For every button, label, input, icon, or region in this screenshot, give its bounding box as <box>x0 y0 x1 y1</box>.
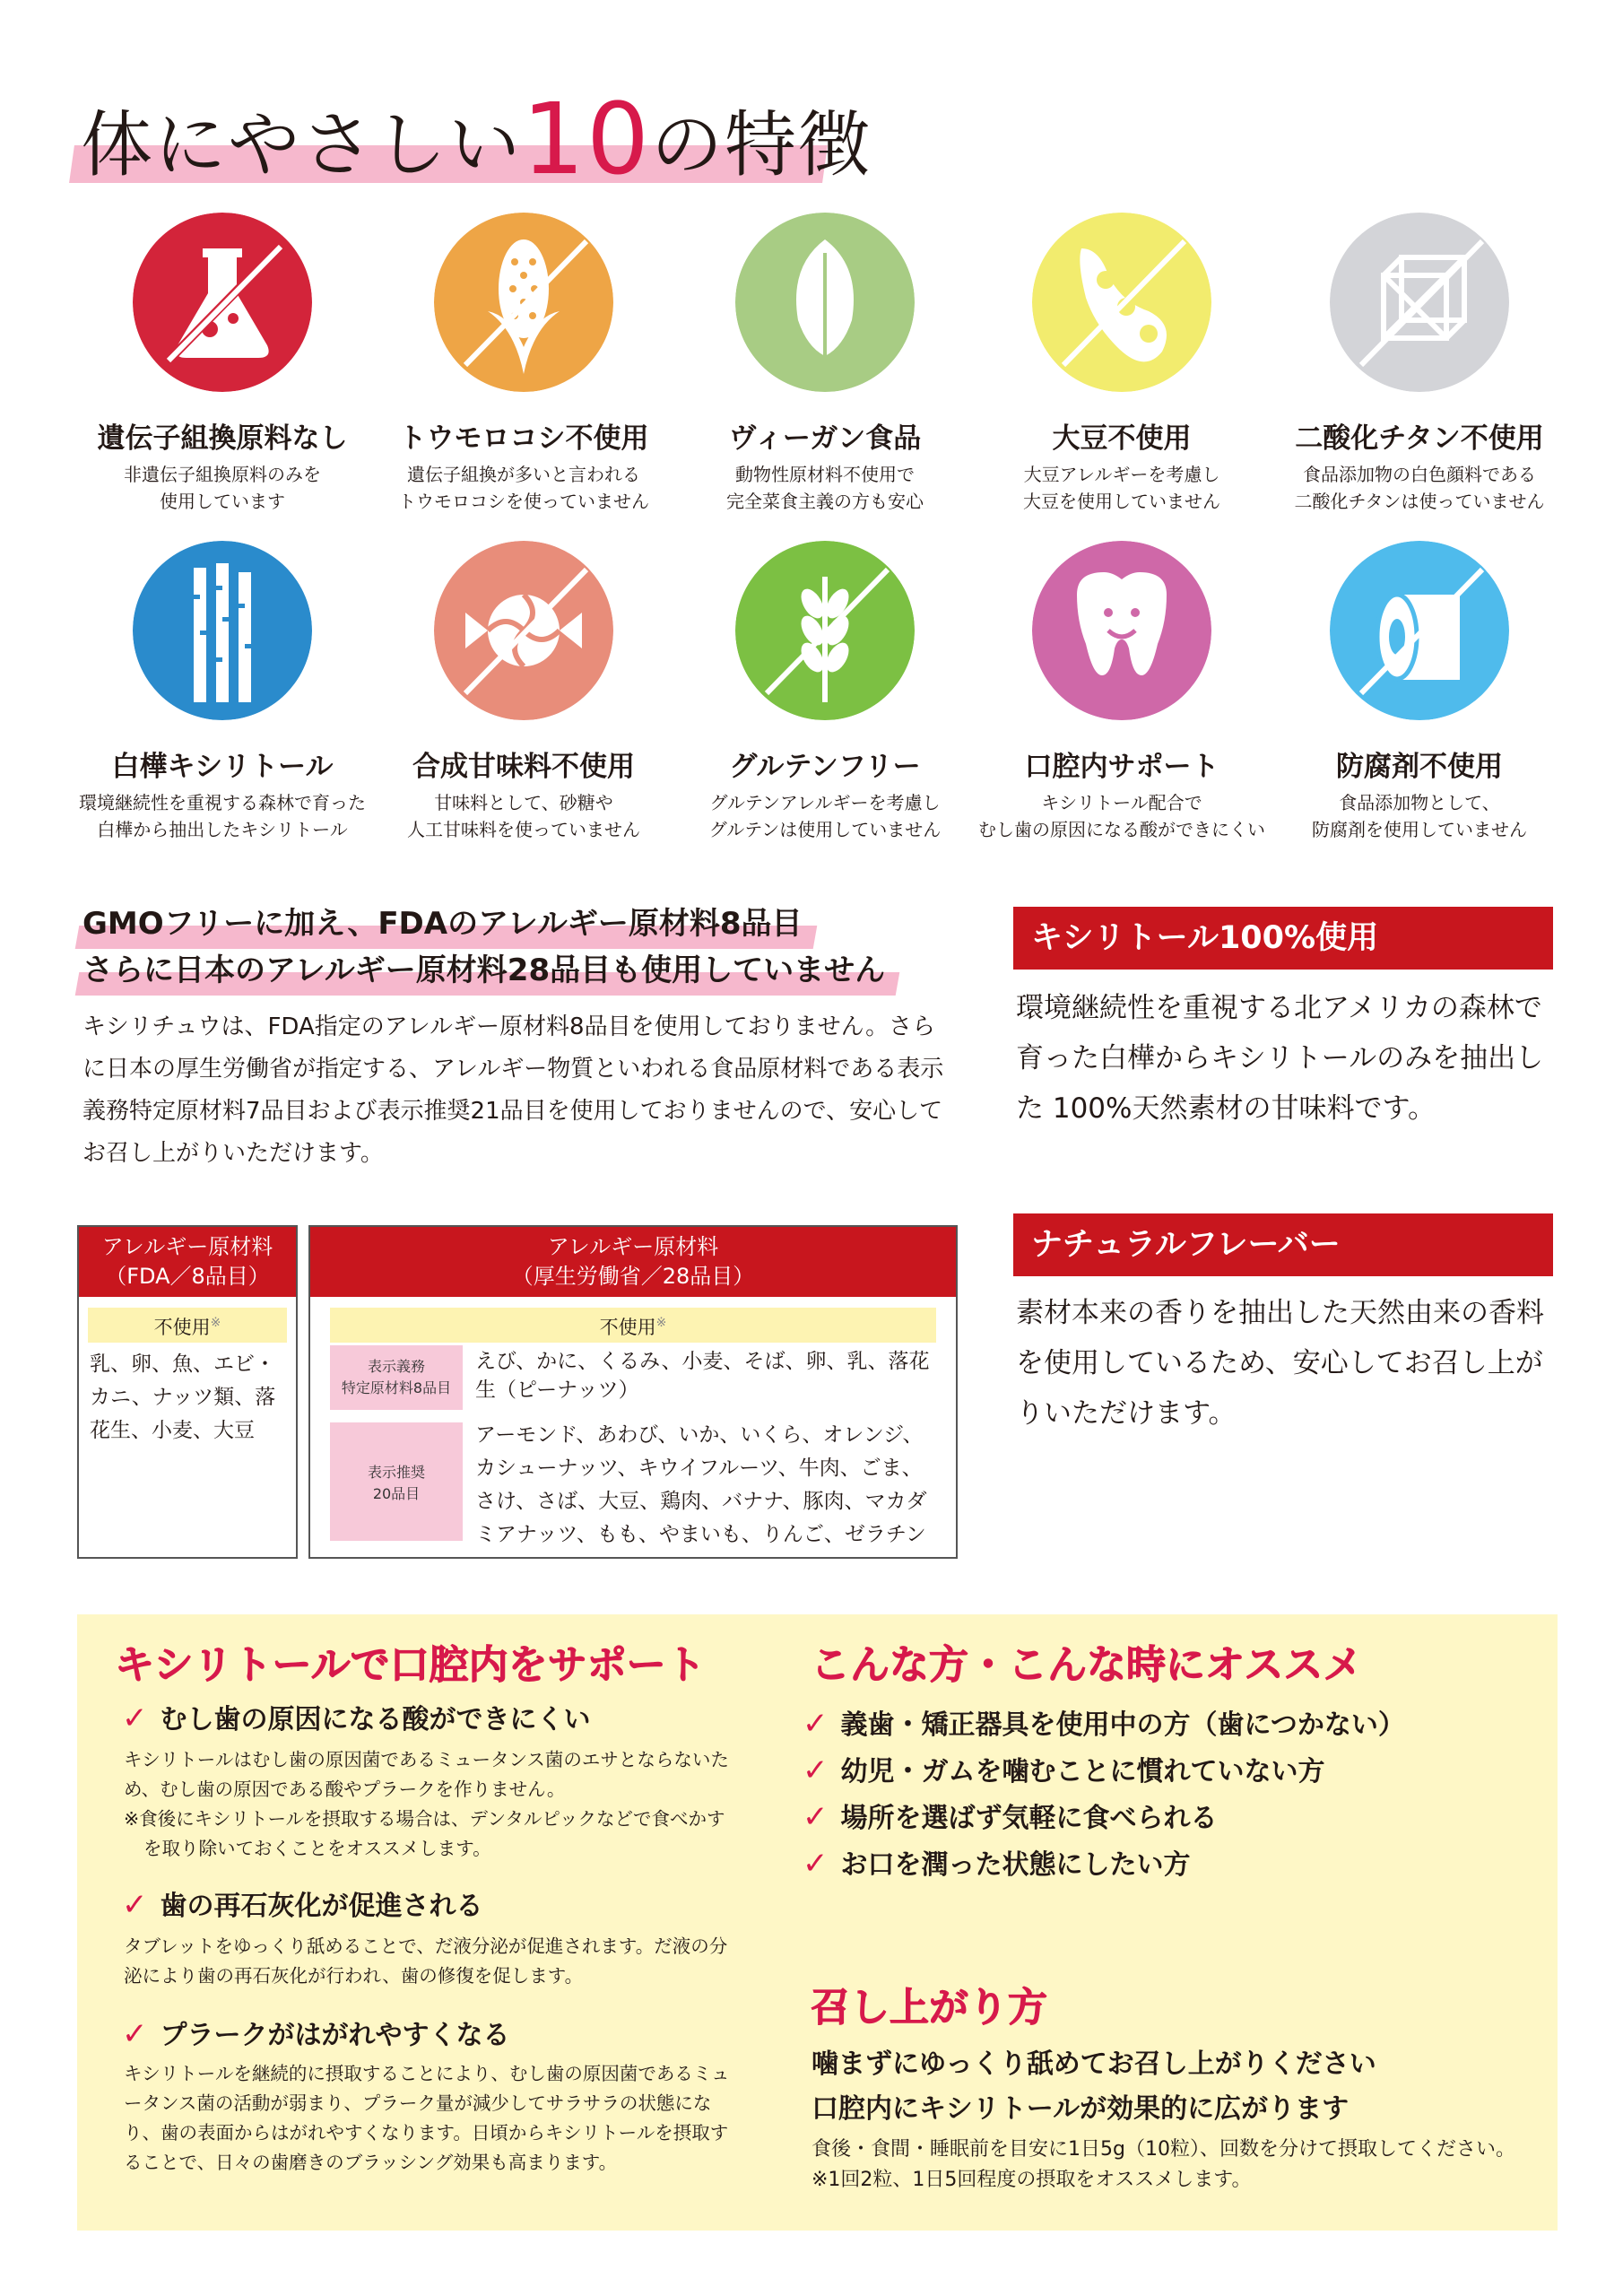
feature-item <box>376 213 672 515</box>
recommended-items: アーモンド、あわび、いか、いくら、オレンジ、カシューナッツ、キウイフルーツ、牛肉、ごま、さけ、さば、大豆、鶏肉、バナナ、豚肉、マカダミアナッツ、もも、やまいも、りんご、ゼラチン <box>475 1423 927 1546</box>
title-prefix: 体にやさしい <box>81 103 522 187</box>
mandatory-label: 表示義務 特定原材料8品目 <box>330 1345 463 1410</box>
feature-name: ヴィーガン食品 <box>728 422 922 455</box>
feature-desc-line2: むし歯の原因になる酸ができにくい <box>978 819 1265 840</box>
feature-desc-line2: 大豆を使用していません <box>1023 491 1220 512</box>
feature-name: 合成甘味料不使用 <box>412 751 635 783</box>
jp-allergen-table <box>308 1225 958 1559</box>
check-icon: ✓ <box>803 1846 829 1882</box>
feature-item <box>74 541 370 843</box>
howto-line-1: 噛まずにゆっくり舐めてお召し上がりください <box>812 2048 1376 2080</box>
recommend-item: ✓ 義歯・矯正器具を使用中の方（歯につかない） <box>803 1706 1405 1742</box>
feature-desc-line1: 食品添加物の白色顔料である <box>1303 464 1536 485</box>
feature-desc-line2: 防腐剤を使用していません <box>1312 819 1527 840</box>
howto-line-2: 口腔内にキシリトールが効果的に広がります <box>812 2093 1350 2125</box>
feature-item <box>677 541 973 843</box>
feature-desc-line2: 二酸化チタンは使っていません <box>1294 491 1545 512</box>
feature-desc-line1: グルテンアレルギーを考慮し <box>709 792 941 813</box>
feature-name: 二酸化チタン不使用 <box>1295 422 1544 455</box>
candy-icon <box>434 541 613 720</box>
feature-desc-line2: 人工甘味料を使っていません <box>407 819 640 840</box>
corn-icon <box>434 213 613 392</box>
recommend-item: ✓ 場所を選ばず気軽に食べられる <box>803 1799 1218 1835</box>
check-icon: ✓ <box>803 1752 829 1788</box>
feature-name: トウモロコシ不使用 <box>398 422 649 455</box>
support-title: キシリトールで口腔内をサポート <box>115 1642 706 1688</box>
feature-name: 防腐剤不使用 <box>1336 751 1503 783</box>
flavor-body: 素材本来の香りを抽出した天然由来の香料を使用しているため、安心してお召し上がりいただけます。 <box>1016 1297 1544 1430</box>
fda-head-2: （FDA／8品目） <box>105 1264 270 1289</box>
feature-desc-line1: 遺伝子組換が多いと言われる <box>407 464 640 485</box>
leaf-icon <box>735 213 915 392</box>
flask-icon <box>133 213 312 392</box>
feature-item <box>974 541 1270 843</box>
support-item-1-note: ※食後にキシリトールを摂取する場合は、デンタルピックなどで食べかすを取り除いておくことをオススメします。 <box>124 1808 725 1859</box>
fda-head-1: アレルギー原材料 <box>101 1234 273 1259</box>
feature-desc-line2: 使用しています <box>160 491 285 512</box>
feature-desc-line1: キシリトール配合で <box>1041 792 1202 813</box>
howto-title: 召し上がり方 <box>811 1985 1047 2031</box>
jp-unused-label: 不使用※ <box>330 1308 936 1343</box>
xylitol-heading: キシリトール100%使用 <box>1013 907 1553 970</box>
feature-item <box>677 213 973 515</box>
feature-desc-line2: 完全菜食主義の方も安心 <box>726 491 924 512</box>
feature-item <box>1271 213 1567 515</box>
feature-desc-line1: 動物性原材料不使用で <box>735 464 915 485</box>
xylitol-body: 環境継続性を重視する北アメリカの森林で育った白樺からキシリトールのみを抽出した 100%天然素材の甘味料です。 <box>1016 992 1544 1125</box>
jp-head-2: （厚生労働省／28品目） <box>511 1264 755 1289</box>
feature-name: グルテンフリー <box>729 751 921 783</box>
recommended-label: 表示推奨 20品目 <box>330 1422 463 1541</box>
mandatory-items: えび、かに、くるみ、小麦、そば、卵、乳、落花生（ピーナッツ） <box>475 1350 930 1402</box>
feature-desc-line1: 大豆アレルギーを考慮し <box>1023 464 1220 485</box>
check-icon: ✓ <box>122 1887 148 1923</box>
feature-item <box>974 213 1270 515</box>
recommend-title: こんな方・こんな時にオススメ <box>811 1642 1363 1688</box>
feature-desc-line2: 白樺から抽出したキシリトール <box>97 819 348 840</box>
gmo-body: キシリチュウは、FDA指定のアレルギー原材料8品目を使用しておりません。さらに日本の厚生労働省が指定する、アレルギー物質といわれる食品原材料である表示義務特定原材料7品目および表示推奨21品目を使用しておりませんので、安心してお召し上がりいただけます。 <box>82 1013 944 1167</box>
feature-name: 白樺キシリトール <box>111 751 334 783</box>
title-suffix: の特徴 <box>650 103 872 187</box>
feature-name: 遺伝子組換原料なし <box>97 422 348 455</box>
birch-tree-icon <box>133 541 312 720</box>
feature-item <box>1271 541 1567 843</box>
support-item-3-body: キシリトールを継続的に摂取することにより、むし歯の原因菌であるミュータンス菌の活動が弱まり、プラーク量が減少してサラサラの状態になり、歯の表面からはがれやすくなります。日頃からキシリトールを摂取することで、日々の歯磨きのブラッシング効果も高まります。 <box>124 2063 730 2173</box>
jp-head-1: アレルギー原材料 <box>547 1234 719 1259</box>
feature-desc-line1: 甘味料として、砂糖や <box>434 792 613 813</box>
feature-item <box>74 213 370 515</box>
feature-desc-line1: 非遺伝子組換原料のみを <box>124 464 321 485</box>
preservative-roll-icon <box>1330 541 1509 720</box>
feature-name: 口腔内サポート <box>1024 751 1219 783</box>
page-title <box>63 82 872 196</box>
check-icon: ✓ <box>122 1700 148 1736</box>
support-item-2-body: タブレットをゆっくり舐めることで、だ液分泌が促進されます。だ液の分泌により歯の再石灰化が行われ、歯の修復を促します。 <box>124 1935 728 1987</box>
support-item-1-body: キシリトールはむし歯の原因菌であるミュータンス菌のエサとならないため、むし歯の原因である酸やプラークを作りません。 <box>124 1749 729 1800</box>
fda-allergen-table <box>77 1225 298 1559</box>
tooth-icon <box>1032 541 1211 720</box>
check-icon: ✓ <box>803 1706 829 1742</box>
feature-name: 大豆不使用 <box>1052 422 1192 455</box>
title-number: 10 <box>522 82 651 196</box>
support-item-1-heading: ✓ むし歯の原因になる酸ができにくい <box>122 1700 591 1736</box>
support-item-3-heading: ✓ プラークがはがれやすくなる <box>122 2016 510 2052</box>
gmo-heading-1: GMOフリーに加え、FDAのアレルギー原材料8品目 <box>82 902 803 945</box>
check-icon: ✓ <box>803 1799 829 1835</box>
check-icon: ✓ <box>122 2016 148 2052</box>
gmo-heading-2: さらに日本のアレルギー原材料28品目も使用していません <box>82 949 885 992</box>
wheat-icon <box>735 541 915 720</box>
flavor-heading: ナチュラルフレーバー <box>1013 1213 1553 1276</box>
crystal-cube-icon <box>1330 213 1509 392</box>
feature-desc-line1: 食品添加物として、 <box>1339 792 1500 813</box>
howto-body: 食後・食間・睡眠前を目安に1日5g（10粒）、回数を分けて摂取してください。 ※1回2粒、1日5回程度の摂取をオススメします。 <box>812 2138 1515 2191</box>
support-item-2-heading: ✓ 歯の再石灰化が促進される <box>122 1887 483 1923</box>
feature-item <box>376 541 672 843</box>
soybean-icon <box>1032 213 1211 392</box>
feature-desc-line1: 環境継続性を重視する森林で育った <box>79 792 366 813</box>
feature-desc-line2: トウモロコシを使っていません <box>398 491 649 512</box>
recommend-item: ✓ お口を潤った状態にしたい方 <box>803 1846 1191 1882</box>
feature-desc-line2: グルテンは使用していません <box>708 819 942 840</box>
fda-items: 乳、卵、魚、エビ・カニ、ナッツ類、落花生、小麦、大豆 <box>90 1352 276 1442</box>
fda-unused-label: 不使用※ <box>88 1308 287 1343</box>
recommend-item: ✓ 幼児・ガムを噛むことに慣れていない方 <box>803 1752 1325 1788</box>
